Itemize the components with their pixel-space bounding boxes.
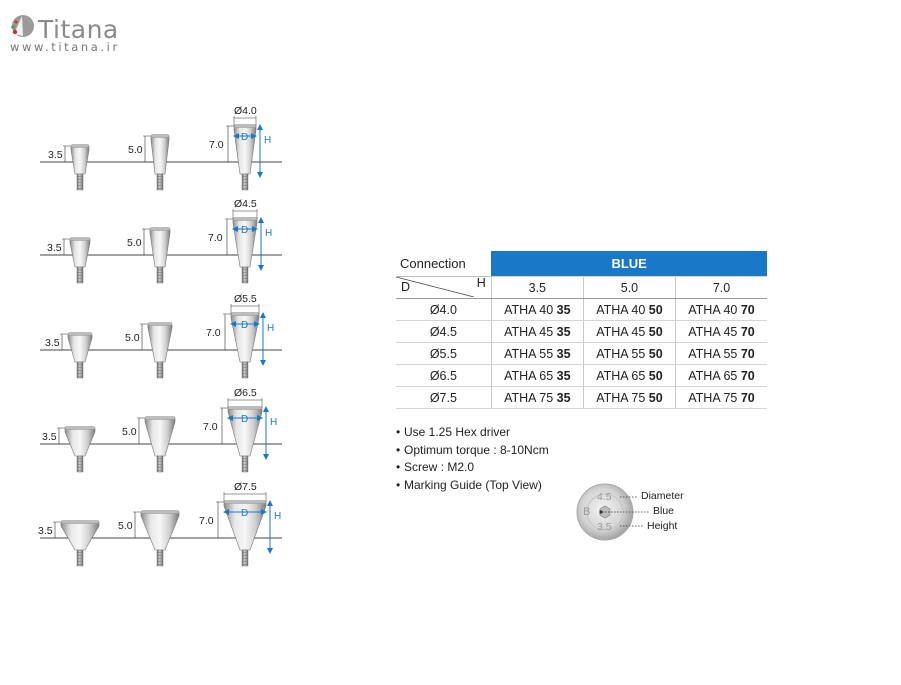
h-dimension-label: H xyxy=(270,417,278,428)
diameter-cell: Ø6.5 xyxy=(396,365,491,387)
code-cell: ATHA 55 50 xyxy=(583,343,675,365)
code-cell: ATHA 45 70 xyxy=(676,321,767,343)
abutment-body xyxy=(70,239,90,267)
height-label: 5.0 xyxy=(128,144,143,156)
note-item: • Optimum torque : 8-10Ncm xyxy=(396,442,549,457)
marking-label-height: Height xyxy=(647,520,678,532)
height-label: 5.0 xyxy=(118,520,133,532)
note-item: • Marking Guide (Top View) xyxy=(396,477,542,492)
height-label: 3.5 xyxy=(38,525,53,537)
d-dimension-label: D xyxy=(241,225,249,236)
h-label: H xyxy=(476,276,486,290)
table-row xyxy=(396,387,767,409)
abutment-rim xyxy=(231,313,259,316)
abutment-rim xyxy=(65,427,95,430)
diameter-label: Ø4.0 xyxy=(234,105,257,117)
height-label: 3.5 xyxy=(42,431,57,443)
height-label: 3.5 xyxy=(45,337,60,349)
h-dimension-label: H xyxy=(267,323,275,334)
code-cell: ATHA 45 50 xyxy=(583,321,675,343)
height-label: 7.0 xyxy=(209,139,224,151)
abutment-rim xyxy=(234,125,256,128)
brand-url[interactable]: www.titana.ir xyxy=(10,40,120,54)
code-cell: ATHA 75 70 xyxy=(676,387,767,409)
h-dimension-label: H xyxy=(265,228,273,239)
diameter-cell: Ø5.5 xyxy=(396,343,491,365)
height-label: 5.0 xyxy=(125,332,140,344)
d-dimension-label: D xyxy=(241,508,249,519)
abutment-body xyxy=(65,428,95,456)
height-label: 7.0 xyxy=(203,421,218,433)
d-dimension-label: D xyxy=(241,132,249,143)
diameter-label: Ø5.5 xyxy=(234,293,257,305)
diameter-label: Ø6.5 xyxy=(234,387,257,399)
height-label: 3.5 xyxy=(48,149,63,161)
height-label: 7.0 xyxy=(199,515,214,527)
code-cell: ATHA 45 35 xyxy=(491,321,583,343)
marking-label-diameter: Diameter xyxy=(641,490,684,502)
marking-guide xyxy=(570,480,730,545)
abutment-body xyxy=(141,512,179,550)
abutment-body xyxy=(150,229,170,267)
table-row xyxy=(396,365,767,387)
connection-header: Connection xyxy=(396,251,491,277)
height-label: 5.0 xyxy=(127,237,142,249)
code-cell: ATHA 65 70 xyxy=(676,365,767,387)
code-cell: ATHA 40 70 xyxy=(676,299,767,321)
height-label: 7.0 xyxy=(208,232,223,244)
product-table xyxy=(396,251,767,409)
marking-bottom-value: 3.5 xyxy=(597,521,612,533)
table-row xyxy=(396,343,767,365)
note-item: • Screw : M2.0 xyxy=(396,460,475,474)
diameter-cell: Ø7.5 xyxy=(396,387,491,409)
height-label: 5.0 xyxy=(122,426,137,438)
diameter-cell: Ø4.0 xyxy=(396,299,491,321)
diameter-label: Ø7.5 xyxy=(234,481,257,493)
abutment-drawings xyxy=(0,0,300,600)
code-cell: ATHA 65 35 xyxy=(491,365,583,387)
code-cell: ATHA 55 70 xyxy=(676,343,767,365)
code-cell: ATHA 75 50 xyxy=(583,387,675,409)
marking-top-value: 4.5 xyxy=(597,491,612,503)
abutment-body xyxy=(61,522,99,550)
height-header-row xyxy=(396,277,767,299)
abutment-body xyxy=(68,334,92,362)
d-dimension-label: D xyxy=(241,414,249,425)
abutment-rim xyxy=(228,407,262,410)
d-label: D xyxy=(401,280,411,294)
code-cell: ATHA 65 50 xyxy=(583,365,675,387)
table-row xyxy=(396,299,767,321)
code-cell: ATHA 40 50 xyxy=(583,299,675,321)
height-header: 7.0 xyxy=(676,277,767,299)
diameter-cell: Ø4.5 xyxy=(396,321,491,343)
table-header-row xyxy=(396,251,767,277)
abutment-rim xyxy=(148,323,172,326)
abutment-rim xyxy=(145,417,175,420)
marking-label-blue: Blue xyxy=(653,505,675,517)
abutment-body xyxy=(148,324,172,362)
height-header: 5.0 xyxy=(583,277,675,299)
height-label: 7.0 xyxy=(206,327,221,339)
abutment-rim xyxy=(151,135,169,138)
usage-notes xyxy=(396,424,549,494)
abutment-body xyxy=(71,146,89,174)
height-header: 3.5 xyxy=(491,277,583,299)
d-h-header xyxy=(396,277,491,299)
abutment-rim xyxy=(68,333,92,336)
abutment-rim xyxy=(224,501,266,504)
abutment-body xyxy=(151,136,169,174)
table-row xyxy=(396,321,767,343)
note-item: • Use 1.25 Hex driver xyxy=(396,425,511,439)
height-label: 3.5 xyxy=(47,242,62,254)
abutment-rim xyxy=(61,521,99,524)
color-header: BLUE xyxy=(491,251,767,277)
h-dimension-label: H xyxy=(274,511,282,522)
code-cell: ATHA 40 35 xyxy=(491,299,583,321)
abutment-body xyxy=(145,418,175,456)
brand-name: Titana xyxy=(38,15,119,44)
d-dimension-label: D xyxy=(241,320,249,331)
abutment-rim xyxy=(150,228,170,231)
abutment-rim xyxy=(71,145,89,148)
h-dimension-label: H xyxy=(264,135,272,146)
diameter-label: Ø4.5 xyxy=(234,198,257,210)
code-cell: ATHA 55 35 xyxy=(491,343,583,365)
code-cell: ATHA 75 35 xyxy=(491,387,583,409)
abutment-rim xyxy=(141,511,179,514)
marking-left-letter: B xyxy=(583,506,591,518)
abutment-rim xyxy=(233,218,257,221)
abutment-rim xyxy=(70,238,90,241)
